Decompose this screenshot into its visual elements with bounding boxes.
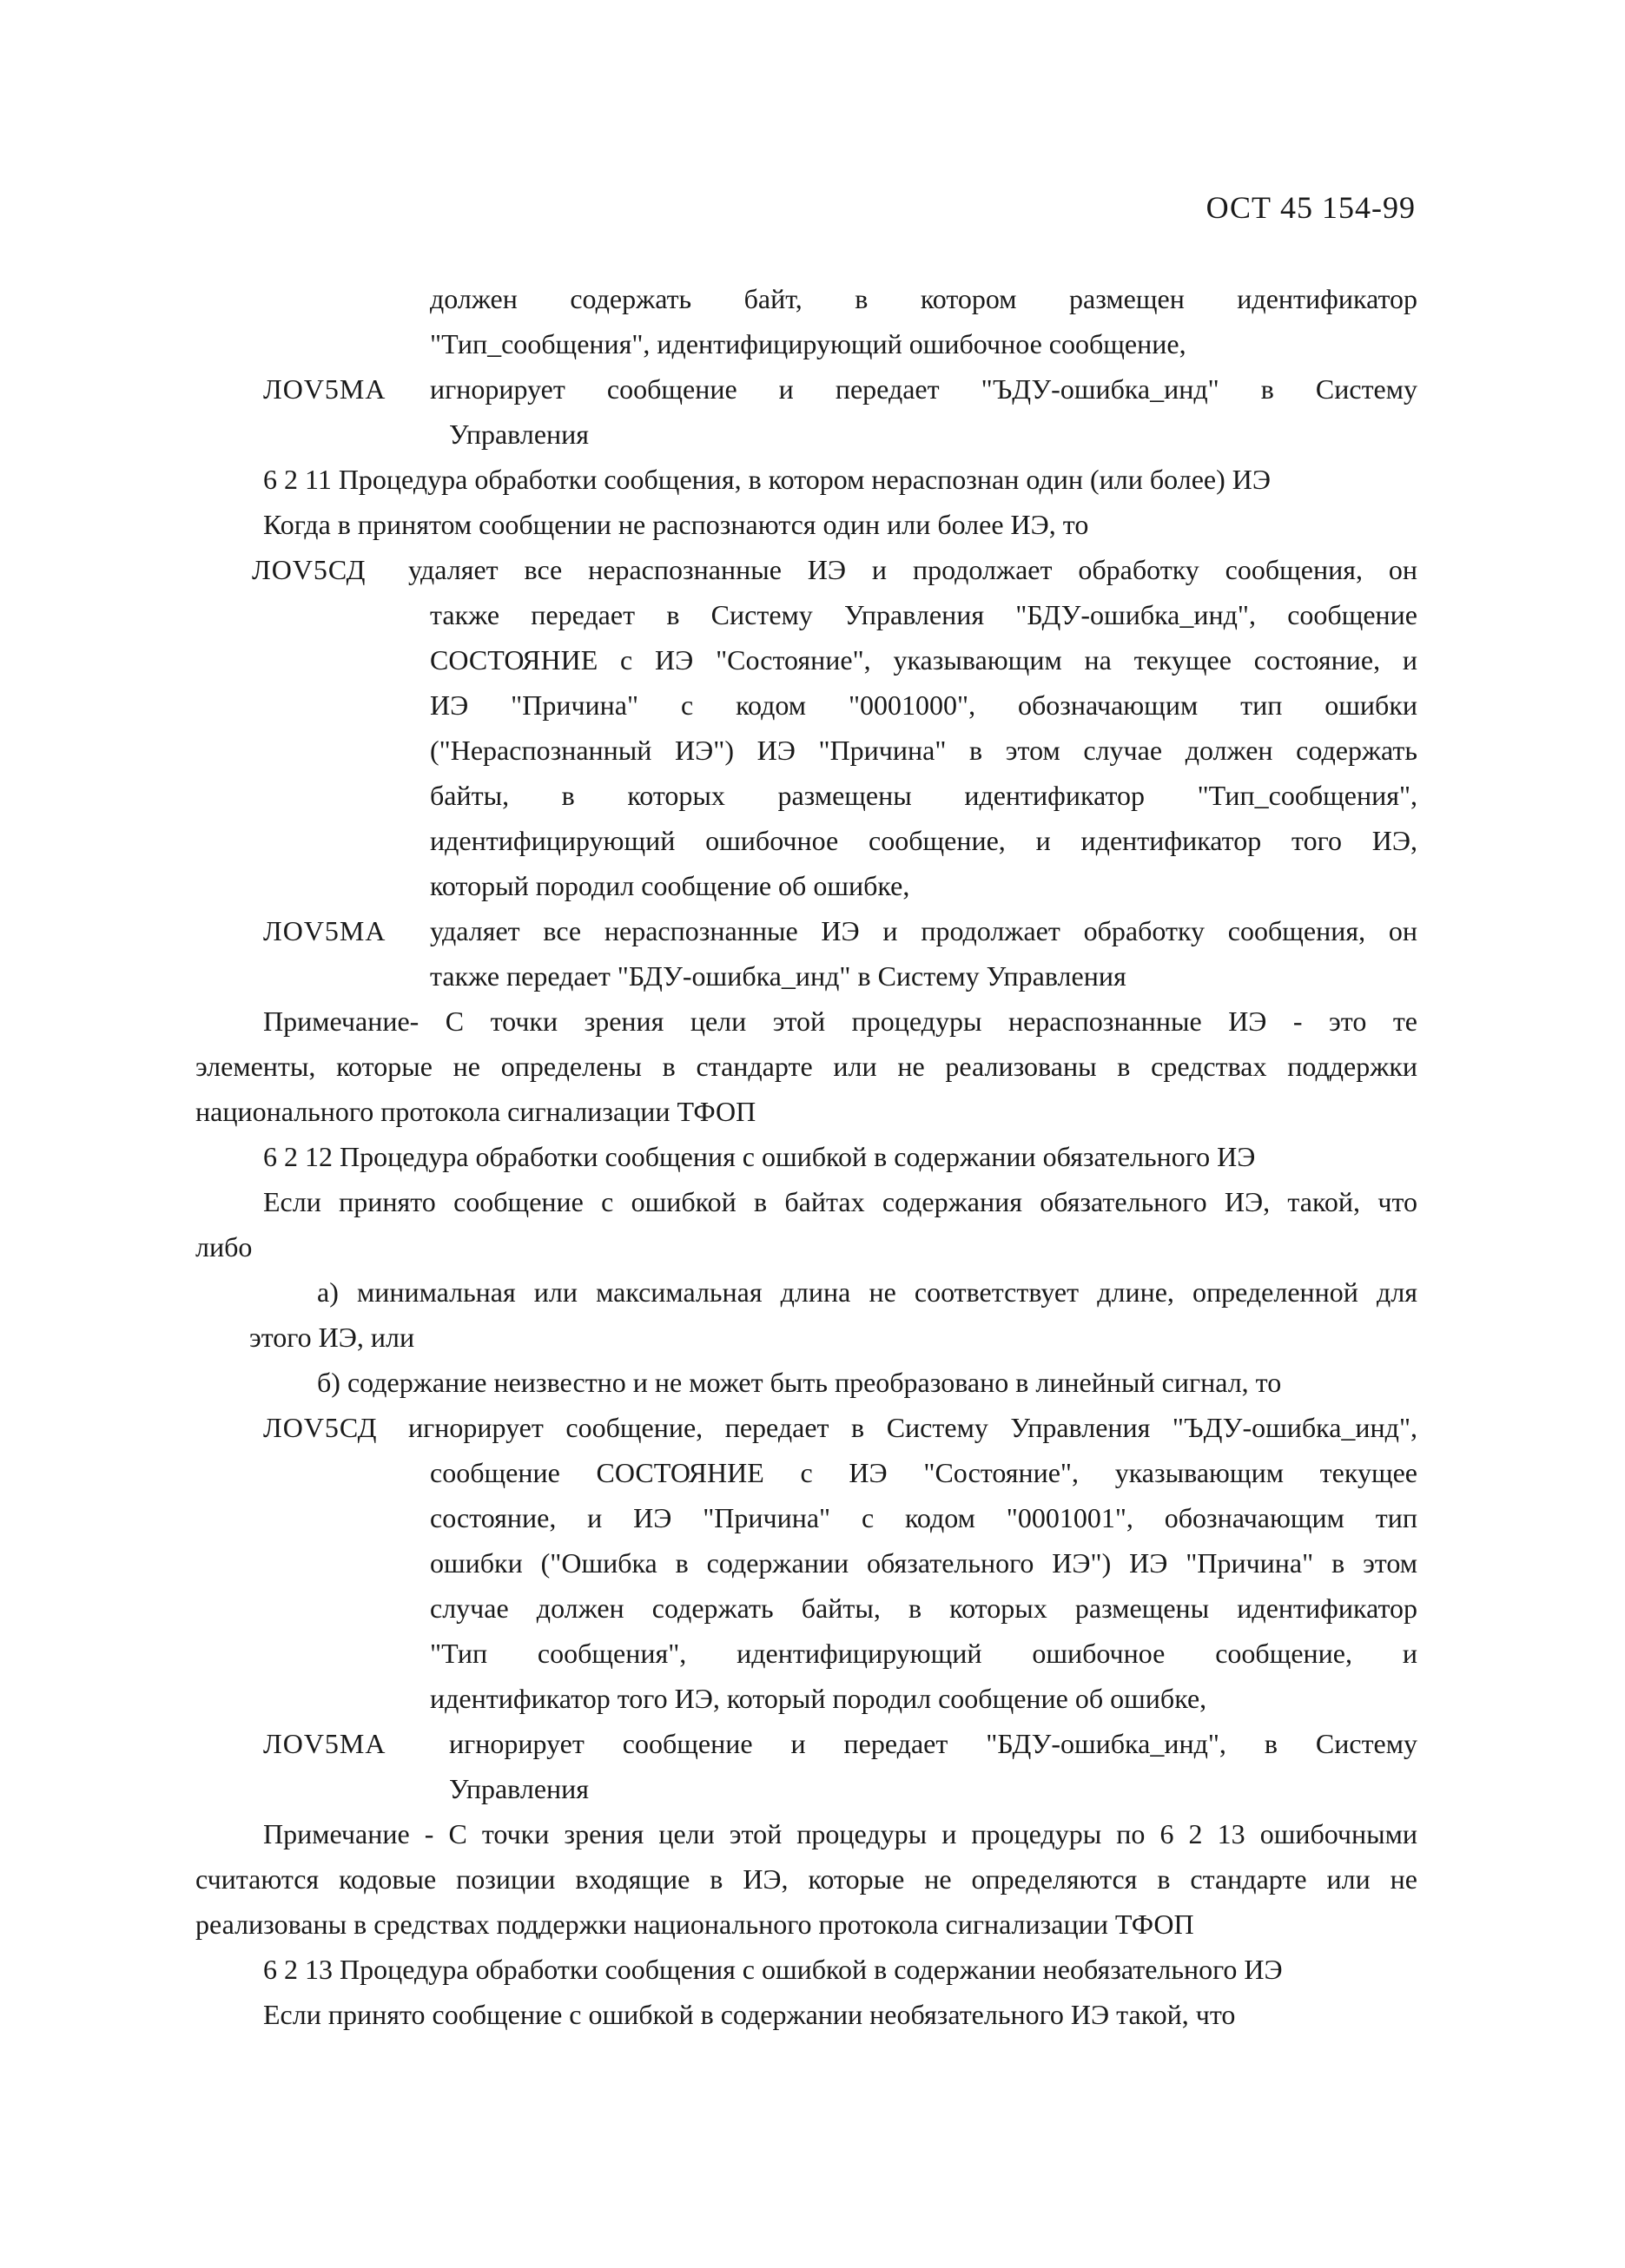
text-line [0, 321, 1625, 366]
text-line [0, 1631, 1625, 1676]
paragraph-text: Управления [449, 419, 589, 450]
note-line [0, 1811, 1625, 1856]
text-line [0, 953, 1625, 999]
text-line [0, 1721, 1625, 1766]
text-line [0, 1405, 1625, 1450]
paragraph-text: удаляет все нераспознанные ИЭ и продолжает обработку сообщения, он [408, 554, 1417, 585]
paragraph-text: игнорирует сообщение, передает в Систему Управления "ЪДУ-ошибка_инд", [408, 1412, 1417, 1443]
paragraph-text: должен содержать байт, в котором размещен идентификатор [430, 283, 1417, 314]
note-line [0, 1902, 1625, 1947]
text-line [0, 682, 1625, 728]
text-line [0, 863, 1625, 908]
paragraph-text: игнорирует сообщение и передает "ЪДУ-ошибка_инд" в Систему [430, 373, 1417, 405]
text-line [0, 366, 1625, 412]
heading-text: 6 2 13 Процедура обработки сообщения с ошибкой в содержании необязательного ИЭ [263, 1954, 1283, 1985]
heading-text: 6 2 11 Процедура обработки сообщения, в котором нераспознан один (или более) ИЭ [263, 464, 1271, 495]
list-item-text: этого ИЭ, или [249, 1322, 415, 1353]
paragraph-text: идентифицирующий ошибочное сообщение, и идентификатор того ИЭ, [430, 825, 1417, 856]
list-item [0, 1360, 1625, 1405]
list-item [0, 1315, 1625, 1360]
note-line [0, 1856, 1625, 1902]
text-line [0, 1179, 1625, 1224]
paragraph-text: также передает в Систему Управления "БДУ-ошибка_инд", сообщение [430, 599, 1417, 630]
text-line [0, 1540, 1625, 1586]
paragraph-text: Когда в принятом сообщении не распознаются один или более ИЭ, то [263, 509, 1089, 540]
paragraph-text: "Тип сообщения", идентифицирующий ошибочное сообщение, и [430, 1638, 1417, 1669]
paragraph-text: сообщение СОСТОЯНИЕ с ИЭ "Состояние", указывающим текущее [430, 1457, 1417, 1488]
paragraph-text: Если принято сообщение с ошибкой в содержании необязательного ИЭ такой, что [263, 1999, 1236, 2030]
text-line [0, 276, 1625, 321]
list-item-text: б) содержание неизвестно и не может быть преобразовано в линейный сигнал, то [317, 1367, 1282, 1398]
paragraph-text: ИЭ "Причина" с кодом "0001000", обозначающим тип ошибки [430, 689, 1417, 721]
text-line [0, 908, 1625, 953]
signal-label: ЛОV5СД [252, 554, 367, 585]
note-text: Примечание- С точки зрения цели этой процедуры нераспознанные ИЭ - это те [263, 1005, 1417, 1037]
paragraph-text: идентификатор того ИЭ, который породил сообщение об ошибке, [430, 1683, 1207, 1714]
section-heading [0, 1134, 1625, 1179]
text-line [0, 1450, 1625, 1495]
paragraph-text: СОСТОЯНИЕ с ИЭ "Состояние", указывающим на текущее состояние, и [430, 644, 1417, 676]
text-line [0, 773, 1625, 818]
note-text: элементы, которые не определены в стандарте или не реализованы в средствах поддержки [195, 1051, 1417, 1082]
paragraph-text: Управления [449, 1773, 589, 1804]
paragraph-text: удаляет все нераспознанные ИЭ и продолжает обработку сообщения, он [430, 915, 1417, 946]
document-body [0, 276, 1625, 2037]
note-line [0, 999, 1625, 1044]
paragraph-text: либо [195, 1231, 253, 1263]
paragraph-text: ошибки ("Ошибка в содержании обязательного ИЭ") ИЭ "Причина" в этом [430, 1547, 1417, 1579]
paragraph-text: игнорирует сообщение и передает "БДУ-ошибка_инд", в Систему [449, 1728, 1417, 1759]
paragraph-text: случае должен содержать байты, в которых размещены идентификатор [430, 1592, 1417, 1624]
text-line [0, 547, 1625, 592]
text-line [0, 1495, 1625, 1540]
text-line [0, 1586, 1625, 1631]
note-line [0, 1089, 1625, 1134]
section-heading [0, 1947, 1625, 1992]
text-line [0, 592, 1625, 637]
signal-label: ЛОV5СД [263, 1412, 378, 1443]
signal-label: ЛОV5МА [263, 915, 386, 946]
heading-text: 6 2 12 Процедура обработки сообщения с ошибкой в содержании обязательного ИЭ [263, 1141, 1256, 1172]
text-line [0, 728, 1625, 773]
paragraph-text: ("Нераспознанный ИЭ") ИЭ "Причина" в этом случае должен содержать [430, 735, 1417, 766]
note-text: считаются кодовые позиции входящие в ИЭ, которые не определяются в стандарте или не [195, 1863, 1417, 1895]
paragraph-text: байты, в которых размещены идентификатор "Тип_сообщения", [430, 780, 1417, 811]
signal-label: ЛОV5МА [263, 373, 386, 405]
paragraph-text: состояние, и ИЭ "Причина" с кодом "0001001", обозначающим тип [430, 1502, 1417, 1533]
text-line [0, 1224, 1625, 1269]
list-item [0, 1269, 1625, 1315]
paragraph-text: который породил сообщение об ошибке, [430, 870, 910, 901]
paragraph-text: также передает "БДУ-ошибка_инд" в Систему Управления [430, 960, 1126, 992]
paragraph-text: "Тип_сообщения", идентифицирующий ошибочное сообщение, [430, 328, 1186, 359]
text-line [0, 1992, 1625, 2037]
text-line [0, 412, 1625, 457]
paragraph-text: Если принято сообщение с ошибкой в байтах содержания обязательного ИЭ, такой, что [263, 1186, 1417, 1217]
text-line [0, 818, 1625, 863]
signal-label: ЛОV5МА [263, 1728, 386, 1759]
note-line [0, 1044, 1625, 1089]
note-text: реализованы в средствах поддержки национального протокола сигнализации ТФОП [195, 1909, 1194, 1940]
note-text: Примечание - С точки зрения цели этой процедуры и процедуры по 6 2 13 ошибочными [263, 1818, 1417, 1849]
section-heading [0, 457, 1625, 502]
document-number: ОСТ 45 154-99 [1206, 190, 1416, 225]
text-line [0, 502, 1625, 547]
text-line [0, 637, 1625, 682]
text-line [0, 1766, 1625, 1811]
note-text: национального протокола сигнализации ТФОП [195, 1096, 756, 1127]
list-item-text: а) минимальная или максимальная длина не соответствует длине, определенной для [317, 1276, 1417, 1308]
text-line [0, 1676, 1625, 1721]
